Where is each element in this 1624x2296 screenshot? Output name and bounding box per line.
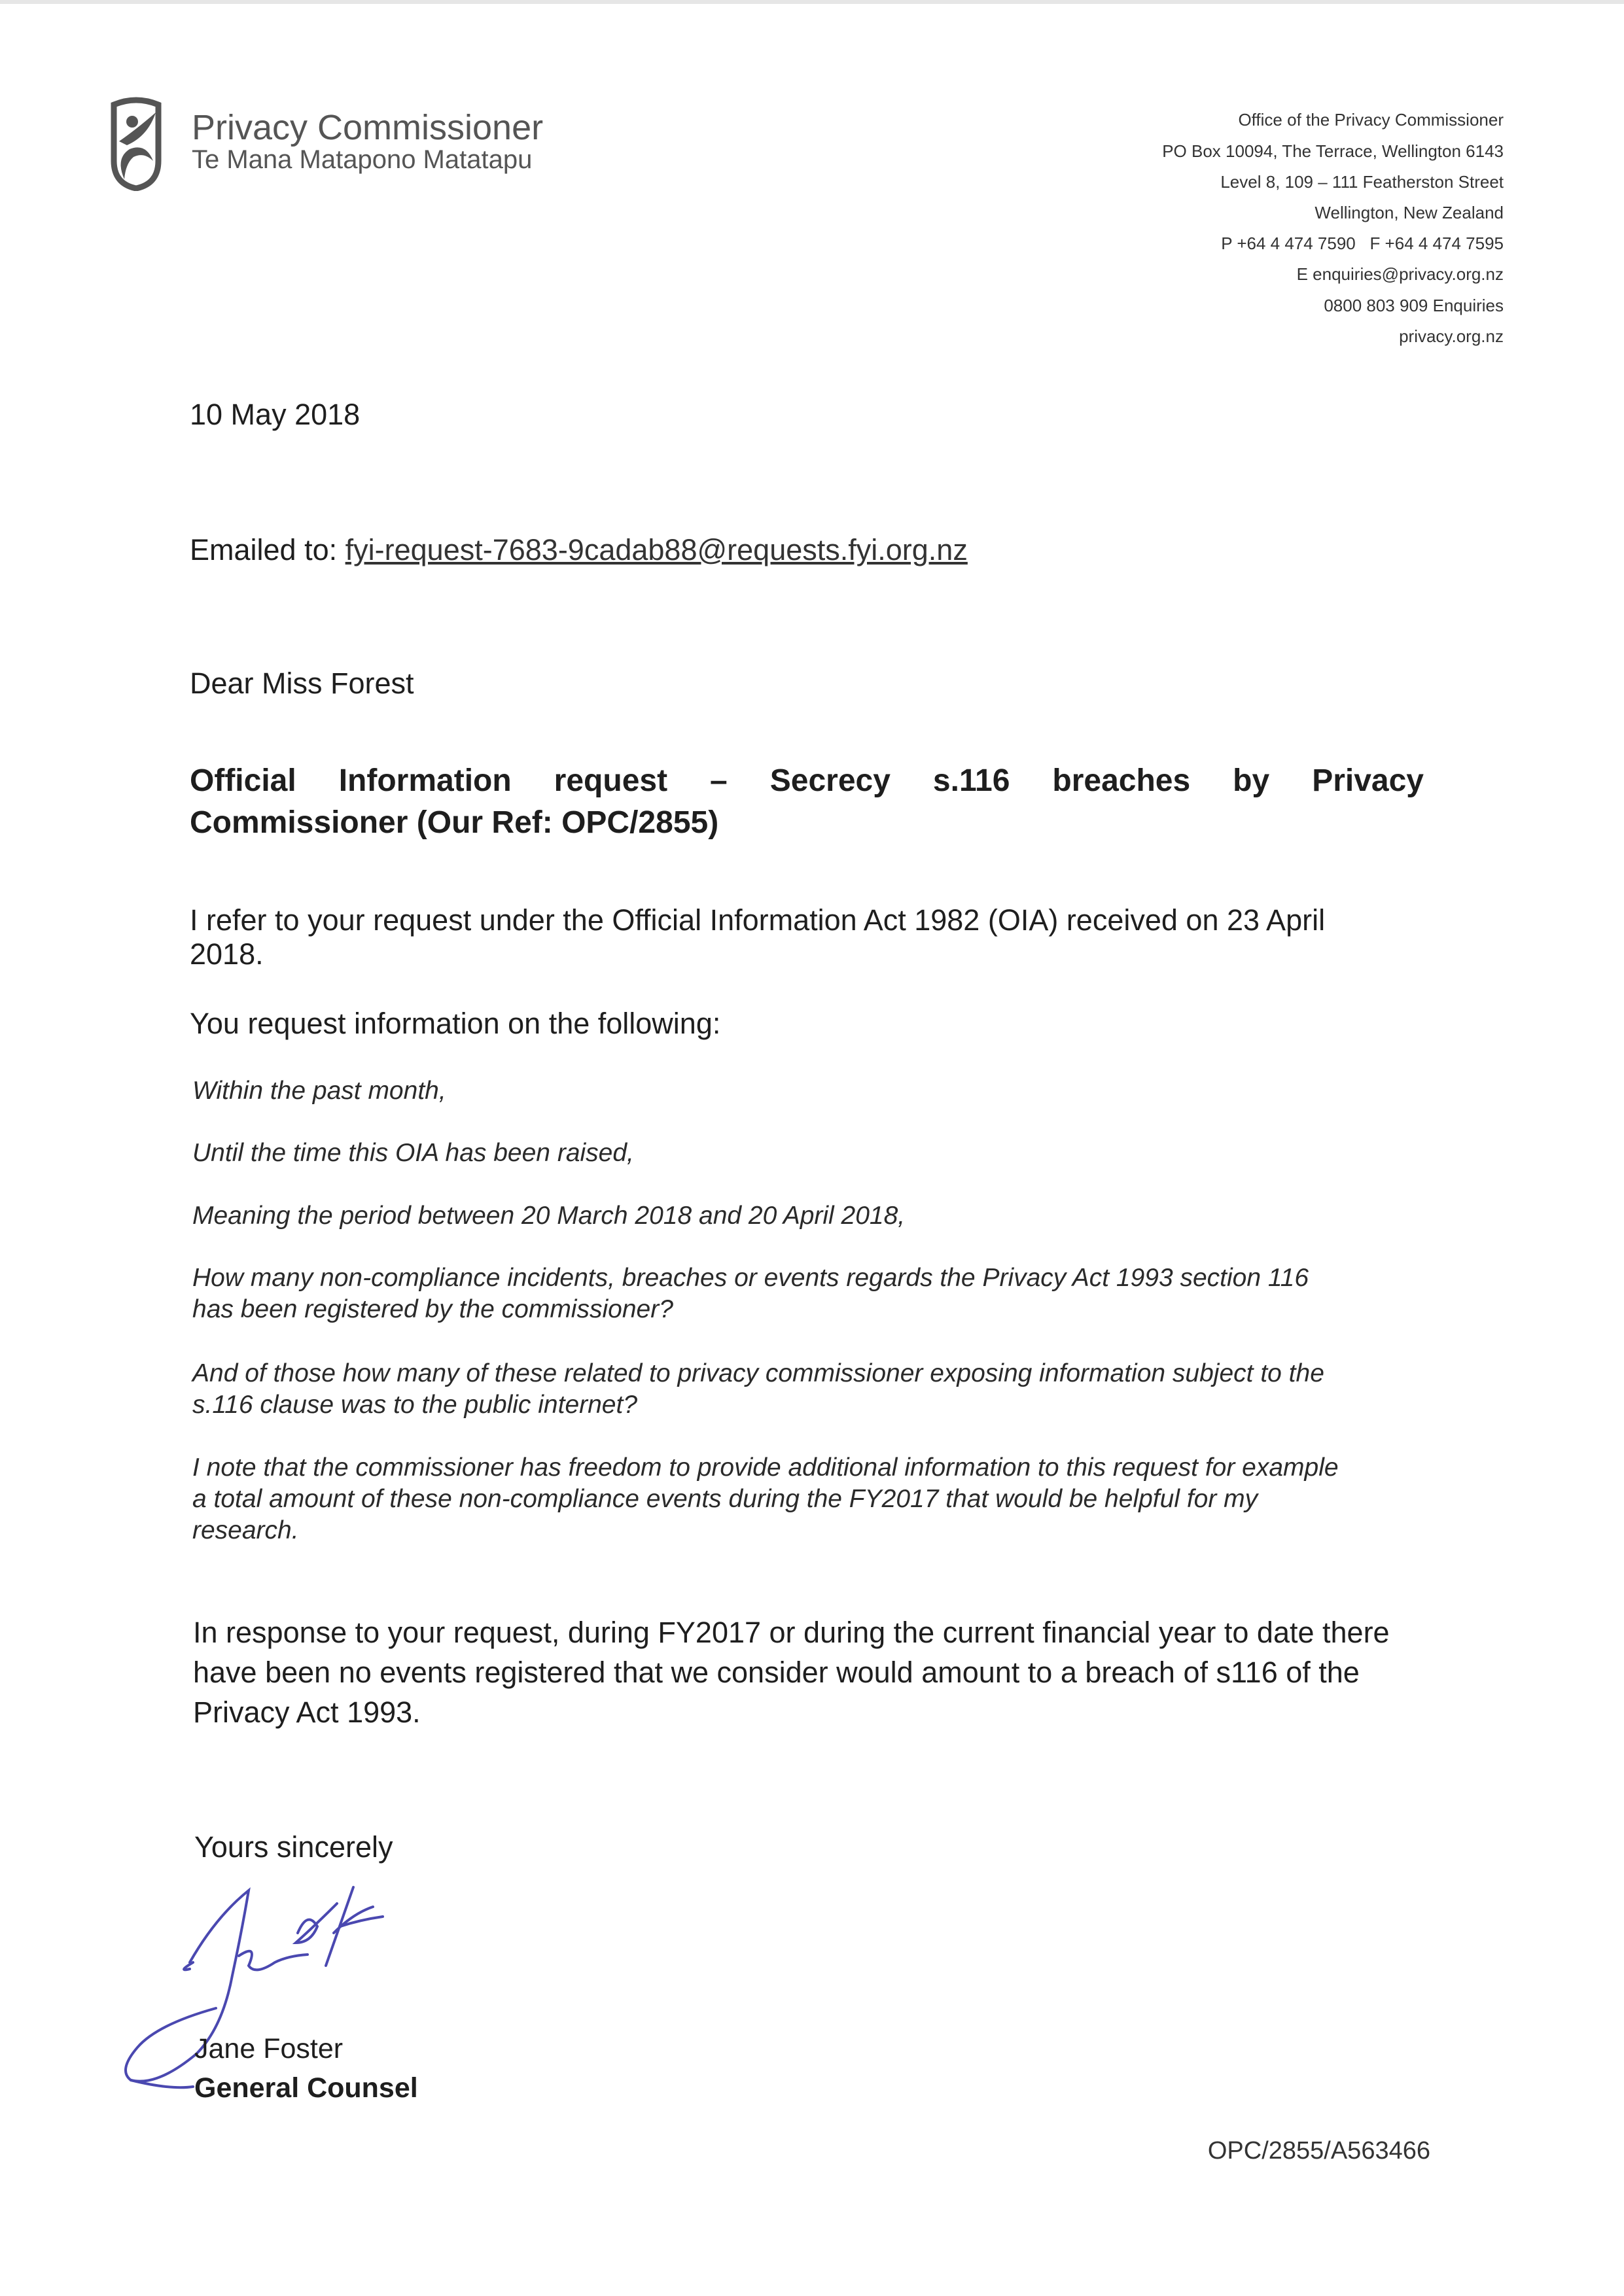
refer-paragraph bbox=[190, 903, 1325, 971]
recipient-email-link[interactable]: fyi-request-7683-9cadab88@requests.fyi.org.nz bbox=[345, 533, 968, 566]
salutation: Dear Miss Forest bbox=[190, 667, 414, 700]
org-name-maori: Te Mana Matapono Matatapu bbox=[192, 145, 533, 174]
quoted-line: Until the time this OIA has been raised, bbox=[192, 1139, 634, 1167]
emailed-to-line bbox=[190, 533, 968, 567]
paragraph-line: 2018. bbox=[190, 937, 264, 971]
quoted-line: Within the past month, bbox=[192, 1077, 446, 1105]
letter-date: 10 May 2018 bbox=[190, 398, 361, 431]
emailed-to-label: Emailed to: bbox=[190, 533, 338, 566]
quoted-line: has been registered by the commissioner? bbox=[192, 1295, 673, 1323]
quoted-line: research. bbox=[192, 1516, 299, 1544]
address-line: Wellington, New Zealand bbox=[1315, 203, 1504, 222]
subject-heading bbox=[190, 760, 1424, 844]
quoted-line: How many non-compliance incidents, breaches or events regards the Privacy Act 1993 section 116 bbox=[192, 1264, 1309, 1292]
address-line: Office of the Privacy Commissioner bbox=[1238, 110, 1504, 130]
quoted-line: s.116 clause was to the public internet? bbox=[192, 1391, 638, 1419]
quoted-paragraph bbox=[192, 1358, 1436, 1421]
closing: Yours sincerely bbox=[194, 1830, 393, 1864]
phone-fax: P +64 4 474 7590 F +64 4 474 7595 bbox=[1221, 234, 1504, 253]
quoted-line: And of those how many of these related to privacy commissioner exposing information subject to the bbox=[192, 1359, 1324, 1387]
paragraph-line: have been no events registered that we consider would amount to a breach of s116 of the bbox=[193, 1656, 1360, 1689]
handwritten-signature bbox=[118, 1877, 602, 2100]
scan-edge bbox=[0, 0, 1624, 4]
signatory-name: Jane Foster bbox=[194, 2033, 344, 2064]
subject-line-2: Commissioner (Our Ref: OPC/2855) bbox=[190, 805, 719, 840]
quoted-paragraph bbox=[192, 1262, 1436, 1325]
quoted-line: a total amount of these non-compliance events during the FY2017 that would be helpful for my bbox=[192, 1485, 1258, 1513]
address-line: PO Box 10094, The Terrace, Wellington 6143 bbox=[1162, 141, 1504, 161]
email-address[interactable]: E enquiries@privacy.org.nz bbox=[1296, 264, 1504, 284]
phone-enquiries: 0800 803 909 Enquiries bbox=[1324, 296, 1504, 315]
signatory-title: General Counsel bbox=[194, 2072, 418, 2104]
address-line: Level 8, 109 – 111 Featherston Street bbox=[1220, 172, 1504, 192]
website-link[interactable]: privacy.org.nz bbox=[1399, 326, 1504, 346]
response-paragraph bbox=[193, 1612, 1390, 1732]
paragraph-line: In response to your request, during FY2017 or during the current financial year to date there bbox=[193, 1616, 1390, 1649]
you-request-paragraph: You request information on the following: bbox=[190, 1007, 721, 1040]
org-name: Privacy Commissioner bbox=[192, 108, 544, 147]
paragraph-line: Privacy Act 1993. bbox=[193, 1696, 421, 1729]
quoted-paragraph bbox=[192, 1452, 1436, 1546]
subject-line-1: Official Information request – Secrecy s.116 breaches by Privacy bbox=[190, 763, 1424, 798]
paragraph-line: I refer to your request under the Official Information Act 1982 (OIA) received on 23 April bbox=[190, 903, 1326, 937]
quoted-line: Meaning the period between 20 March 2018 and 20 April 2018, bbox=[192, 1202, 906, 1230]
privacy-commissioner-logo-icon bbox=[110, 96, 162, 191]
quoted-line: I note that the commissioner has freedom to provide additional information to this request for example bbox=[192, 1453, 1339, 1482]
document-reference: OPC/2855/A563466 bbox=[1207, 2137, 1430, 2165]
